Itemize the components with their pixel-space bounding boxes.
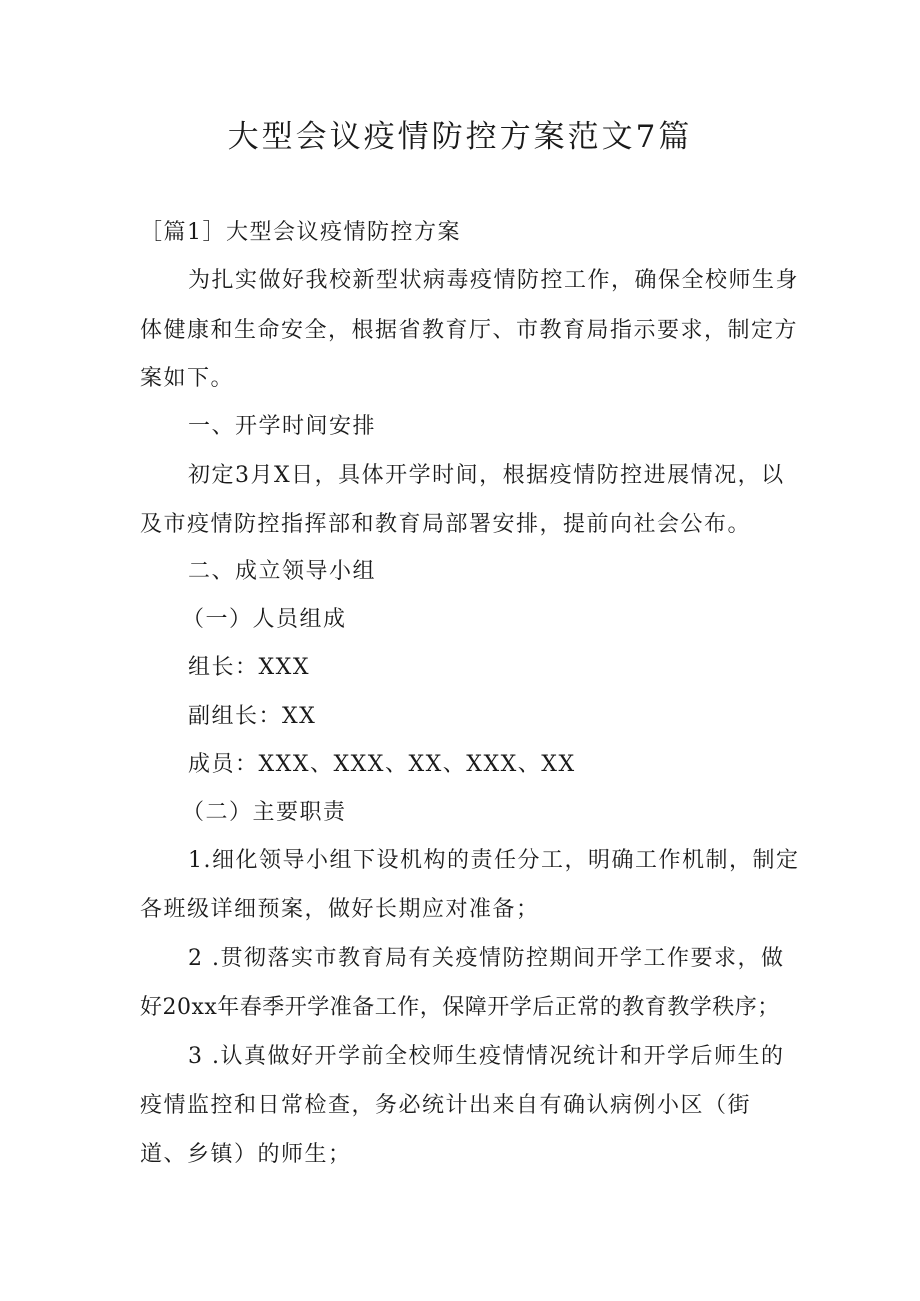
heading-line: 二、成立领导小组 xyxy=(188,559,377,584)
list-item: 组长：XXX xyxy=(188,655,310,680)
heading-line: 一、开学时间安排 xyxy=(188,414,377,439)
subheading-line: （一）人员组成 xyxy=(182,607,347,632)
paragraph-line: 体健康和生命安全，根据省教育厅、市教育局指示要求，制定方 xyxy=(140,318,799,343)
paragraph-line: 初定3月X日，具体开学时间，根据疫情防控进展情况，以 xyxy=(188,463,785,488)
paragraph-line: 案如下。 xyxy=(140,366,235,391)
paragraph-line: 为扎实做好我校新型状病毒疫情防控工作，确保全校师生身 xyxy=(188,268,800,293)
paragraph-line: 各班级详细预案，做好长期应对准备； xyxy=(140,897,540,922)
list-item: 副组长：XX xyxy=(188,704,317,729)
subheading-line: （二）主要职责 xyxy=(182,800,347,825)
paragraph-line: 及市疫情防控指挥部和教育局部署安排，提前向社会公布。 xyxy=(140,512,752,537)
paragraph-line: 1.细化领导小组下设机构的责任分工，明确工作机制，制定 xyxy=(188,848,800,873)
document-title: 大型会议疫情防控方案范文7篇 xyxy=(227,119,693,155)
paragraph-line: 疫情监控和日常检查，务必统计出来自有确认病例小区（街 xyxy=(140,1093,752,1118)
paragraph-line: 好20xx年春季开学准备工作，保障开学后正常的教育教学秩序； xyxy=(140,995,780,1020)
paragraph-line: 3 .认真做好开学前全校师生疫情情况统计和开学后师生的 xyxy=(188,1044,785,1069)
paragraph-line: 道、乡镇）的师生； xyxy=(140,1142,352,1167)
paragraph-line: 2 .贯彻落实市教育局有关疫情防控期间开学工作要求，做 xyxy=(188,946,785,971)
list-item: 成员：XXX、XXX、XX、XXX、XX xyxy=(188,752,576,777)
section-heading: ［篇1］大型会议疫情防控方案 xyxy=(140,220,461,245)
